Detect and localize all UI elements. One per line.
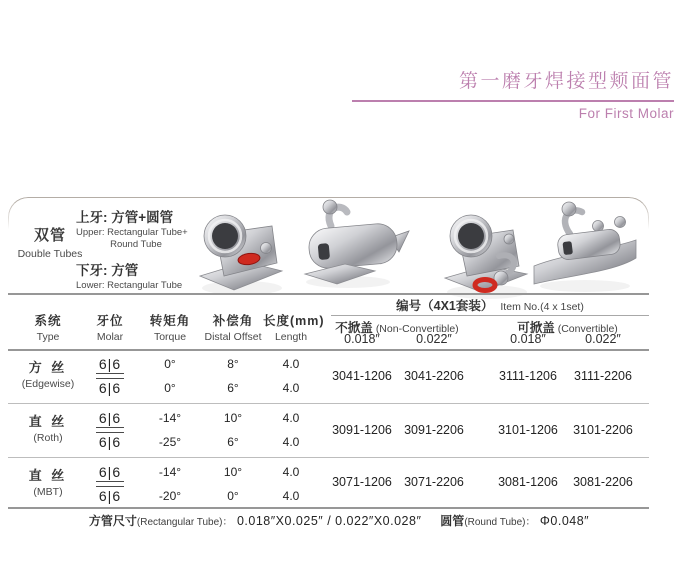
tube-description (76, 206, 196, 291)
torque-lower: -20° (158, 489, 182, 503)
lower-tube-cn: 下牙: 方管 (76, 263, 139, 278)
column-header-molar-en: Molar (96, 331, 124, 343)
column-header-type (6, 311, 90, 343)
row-type-cn: 直 丝 (28, 468, 68, 483)
table-row-mbt (0, 457, 678, 507)
offset-lower: 0° (227, 489, 239, 503)
item-no: 3041-1206 (332, 369, 392, 383)
length-lower: 4.0 (282, 435, 300, 449)
torque-upper: -14° (158, 465, 182, 479)
offset-lower: 6° (227, 435, 239, 449)
molar-upper: 6|6 (83, 408, 137, 428)
column-header-offset-cn: 补偿角 (212, 314, 254, 328)
item-no-header (331, 296, 649, 315)
column-header-offset (200, 311, 266, 343)
molar-lower: 6|6 (83, 432, 137, 452)
item-no: 3091-2206 (404, 423, 464, 437)
upper-tube-description (76, 206, 196, 250)
product-photo-tube-hook-pad (530, 198, 642, 300)
product-photo-double-tube-hook (437, 194, 537, 306)
rect-tube-value: 0.018″X0.025″ / 0.022″X0.028″ (236, 514, 422, 528)
title-block (352, 66, 674, 121)
molar-upper: 6|6 (83, 462, 137, 482)
row-type-en: (Edgewise) (21, 378, 75, 390)
row-type-cn: 方 丝 (28, 360, 68, 375)
row-type (6, 403, 90, 444)
torque-upper: 0° (164, 357, 176, 371)
column-header-length (263, 311, 325, 343)
row-type (6, 349, 90, 390)
product-photo-single-tube (293, 198, 418, 295)
size-header-nonconv-022: 0.022″ (416, 332, 452, 346)
product-photo-double-tube-front (192, 196, 297, 301)
column-header-type-cn: 系统 (34, 314, 62, 328)
torque-lower: -25° (158, 435, 182, 449)
molar-lower: 6|6 (83, 486, 137, 506)
upper-tube-en-1: Upper: Rectangular Tube+ (76, 227, 188, 238)
row-type-en: (Roth) (33, 432, 63, 444)
double-tubes-label-en: Double Tubes (17, 248, 83, 260)
item-no: 3091-1206 (332, 423, 392, 437)
page-subtitle: For First Molar (578, 106, 674, 121)
group-header-non-convertible-cn: 不掀盖 (335, 321, 373, 335)
double-tubes-label-cn: 双管 (33, 227, 66, 244)
torque-upper: -14° (158, 411, 182, 425)
item-no: 3111-2206 (574, 369, 632, 383)
item-no: 3041-2206 (404, 369, 464, 383)
table-rule-bottom (8, 507, 649, 509)
size-header-conv-018: 0.018″ (510, 332, 546, 346)
item-no: 3101-2206 (573, 423, 633, 437)
length-lower: 4.0 (282, 489, 300, 503)
item-no-header-cn: 编号（4X1套装） (396, 299, 494, 313)
column-header-torque-en: Torque (153, 331, 187, 343)
row-type-en: (MBT) (33, 486, 63, 498)
column-header-torque (140, 311, 200, 343)
column-header-length-cn: 长度(mm) (263, 314, 325, 328)
column-header-offset-en: Distal Offset (204, 331, 262, 343)
length-lower: 4.0 (282, 381, 300, 395)
group-header-convertible-cn: 可掀盖 (517, 321, 555, 335)
table-row-edgewise (0, 349, 678, 403)
item-no: 3071-1206 (332, 475, 392, 489)
row-type (6, 457, 90, 498)
group-header-convertible-en: (Convertible) (557, 323, 618, 335)
table-rule-top (8, 293, 649, 295)
item-no: 3101-1206 (498, 423, 558, 437)
lower-tube-description (76, 259, 196, 291)
molar-upper: 6|6 (83, 354, 137, 374)
lower-tube-en: Lower: Rectangular Tube (76, 280, 183, 291)
offset-upper: 8° (227, 357, 239, 371)
offset-upper: 10° (223, 465, 243, 479)
table-row-roth (0, 403, 678, 457)
length-upper: 4.0 (282, 411, 300, 425)
length-upper: 4.0 (282, 357, 300, 371)
size-header-nonconv-018: 0.018″ (344, 332, 380, 346)
length-upper: 4.0 (282, 465, 300, 479)
item-no: 3071-2206 (404, 475, 464, 489)
item-no: 3081-2206 (573, 475, 633, 489)
column-header-torque-cn: 转矩角 (149, 314, 191, 328)
item-no: 3081-1206 (498, 475, 558, 489)
tube-dimensions-footer (0, 512, 678, 530)
group-header-non-convertible-en: (Non-Convertible) (375, 323, 459, 335)
column-header-molar (83, 311, 137, 343)
round-tube-value: Φ0.048″ (539, 514, 590, 528)
round-tube-label-en: (Round Tube)： (464, 517, 536, 528)
upper-tube-cn: 上牙: 方管+圆管 (76, 210, 174, 225)
upper-tube-en-2: Round Tube (110, 239, 162, 250)
row-type-cn: 直 丝 (28, 414, 68, 429)
page-title: 第一磨牙焊接型颊面管 (352, 66, 674, 102)
table-rule-itemno (331, 315, 649, 316)
column-header-molar-cn: 牙位 (96, 314, 124, 328)
item-no-header-en: Item No.(4 x 1set) (500, 301, 584, 313)
offset-upper: 10° (223, 411, 243, 425)
column-header-length-en: Length (274, 331, 308, 343)
item-no: 3111-1206 (499, 369, 557, 383)
rect-tube-label-cn: 方管尺寸 (88, 514, 137, 528)
column-header-type-en: Type (36, 331, 60, 343)
rect-tube-label-en: (Rectangular Tube)： (136, 517, 233, 528)
torque-lower: 0° (164, 381, 176, 395)
round-tube-label-cn: 圆管 (440, 514, 465, 528)
offset-lower: 6° (227, 381, 239, 395)
size-header-conv-022: 0.022″ (585, 332, 621, 346)
molar-lower: 6|6 (83, 378, 137, 398)
